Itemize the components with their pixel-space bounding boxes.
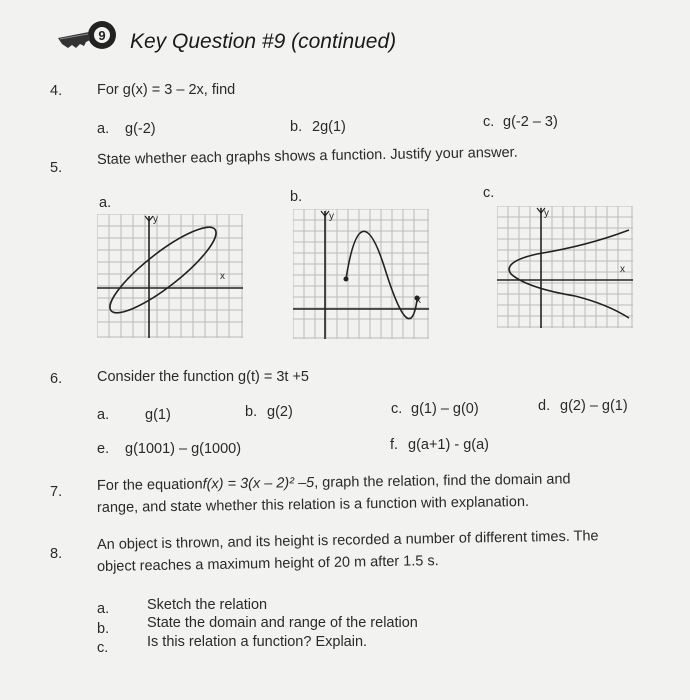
q8a-text: Sketch the relation xyxy=(147,597,268,613)
q7-prompt-before: For the equation xyxy=(96,476,203,494)
q4a-label: a. xyxy=(97,121,110,137)
q8c-text: Is this relation a function? Explain. xyxy=(147,634,368,650)
q8c-label: c. xyxy=(97,640,109,656)
graph-b-ylabel: y xyxy=(329,211,334,222)
q7-equation: f(x) = 3(x – 2)² –5 xyxy=(202,474,315,493)
q6d-label: d. xyxy=(538,398,551,414)
q5b-label: b. xyxy=(290,189,303,205)
q5-prompt: State whether each graphs shows a function. Justify your answer. xyxy=(96,144,518,168)
graph-c xyxy=(497,206,633,328)
q5-number: 5. xyxy=(50,160,63,176)
graph-a-ylabel: y xyxy=(153,214,158,225)
q8b-label: b. xyxy=(97,621,110,637)
graph-c-ylabel: y xyxy=(544,208,549,219)
q4b-label: b. xyxy=(290,119,303,135)
q8-line2: object reaches a maximum height of 20 m after 1.5 s. xyxy=(96,553,439,575)
q6a-label: a. xyxy=(97,407,110,423)
q7-number: 7. xyxy=(50,484,63,500)
q6c-label: c. xyxy=(391,401,403,417)
q4-number: 4. xyxy=(50,83,63,99)
q6e-text: g(1001) – g(1000) xyxy=(125,441,242,457)
graph-a xyxy=(97,214,243,338)
q8a-label: a. xyxy=(97,601,110,617)
graph-a-xlabel: x xyxy=(220,271,225,282)
q7-line2: range, and state whether this relation is a function with explanation. xyxy=(96,493,530,516)
q6f-text: g(a+1) - g(a) xyxy=(408,437,489,453)
graph-b xyxy=(293,209,429,339)
q6d-text: g(2) – g(1) xyxy=(560,398,628,414)
q4c-text: g(-2 – 3) xyxy=(503,114,558,130)
q6e-label: e. xyxy=(97,441,110,457)
key-icon xyxy=(56,18,120,59)
q4c-label: c. xyxy=(483,114,495,130)
q5a-label: a. xyxy=(99,195,112,211)
q4a-text: g(-2) xyxy=(125,121,156,137)
q6c-text: g(1) – g(0) xyxy=(411,401,479,417)
q7-line1 xyxy=(97,471,571,494)
q8-number: 8. xyxy=(50,546,63,562)
q7-prompt-after: , graph the relation, find the domain and xyxy=(314,471,571,491)
q6b-text: g(2) xyxy=(267,404,293,420)
q8-line1: An object is thrown, and its height is recorded a number of different times. The xyxy=(96,528,599,553)
q8b-text: State the domain and range of the relation xyxy=(147,615,418,631)
q4b-text: 2g(1) xyxy=(312,119,346,135)
svg-text:9: 9 xyxy=(98,28,106,43)
graph-c-xlabel: x xyxy=(620,264,625,275)
q6f-label: f. xyxy=(390,437,399,453)
page-title: Key Question #9 (continued) xyxy=(130,30,397,53)
q6a-text: g(1) xyxy=(145,407,171,423)
graph-b-xlabel: x xyxy=(416,295,421,306)
q6-number: 6. xyxy=(50,371,63,387)
q4-prompt: For g(x) = 3 – 2x, find xyxy=(97,82,236,98)
q5c-label: c. xyxy=(483,185,495,201)
q6b-label: b. xyxy=(245,404,258,420)
q6-prompt: Consider the function g(t) = 3t +5 xyxy=(97,369,309,385)
